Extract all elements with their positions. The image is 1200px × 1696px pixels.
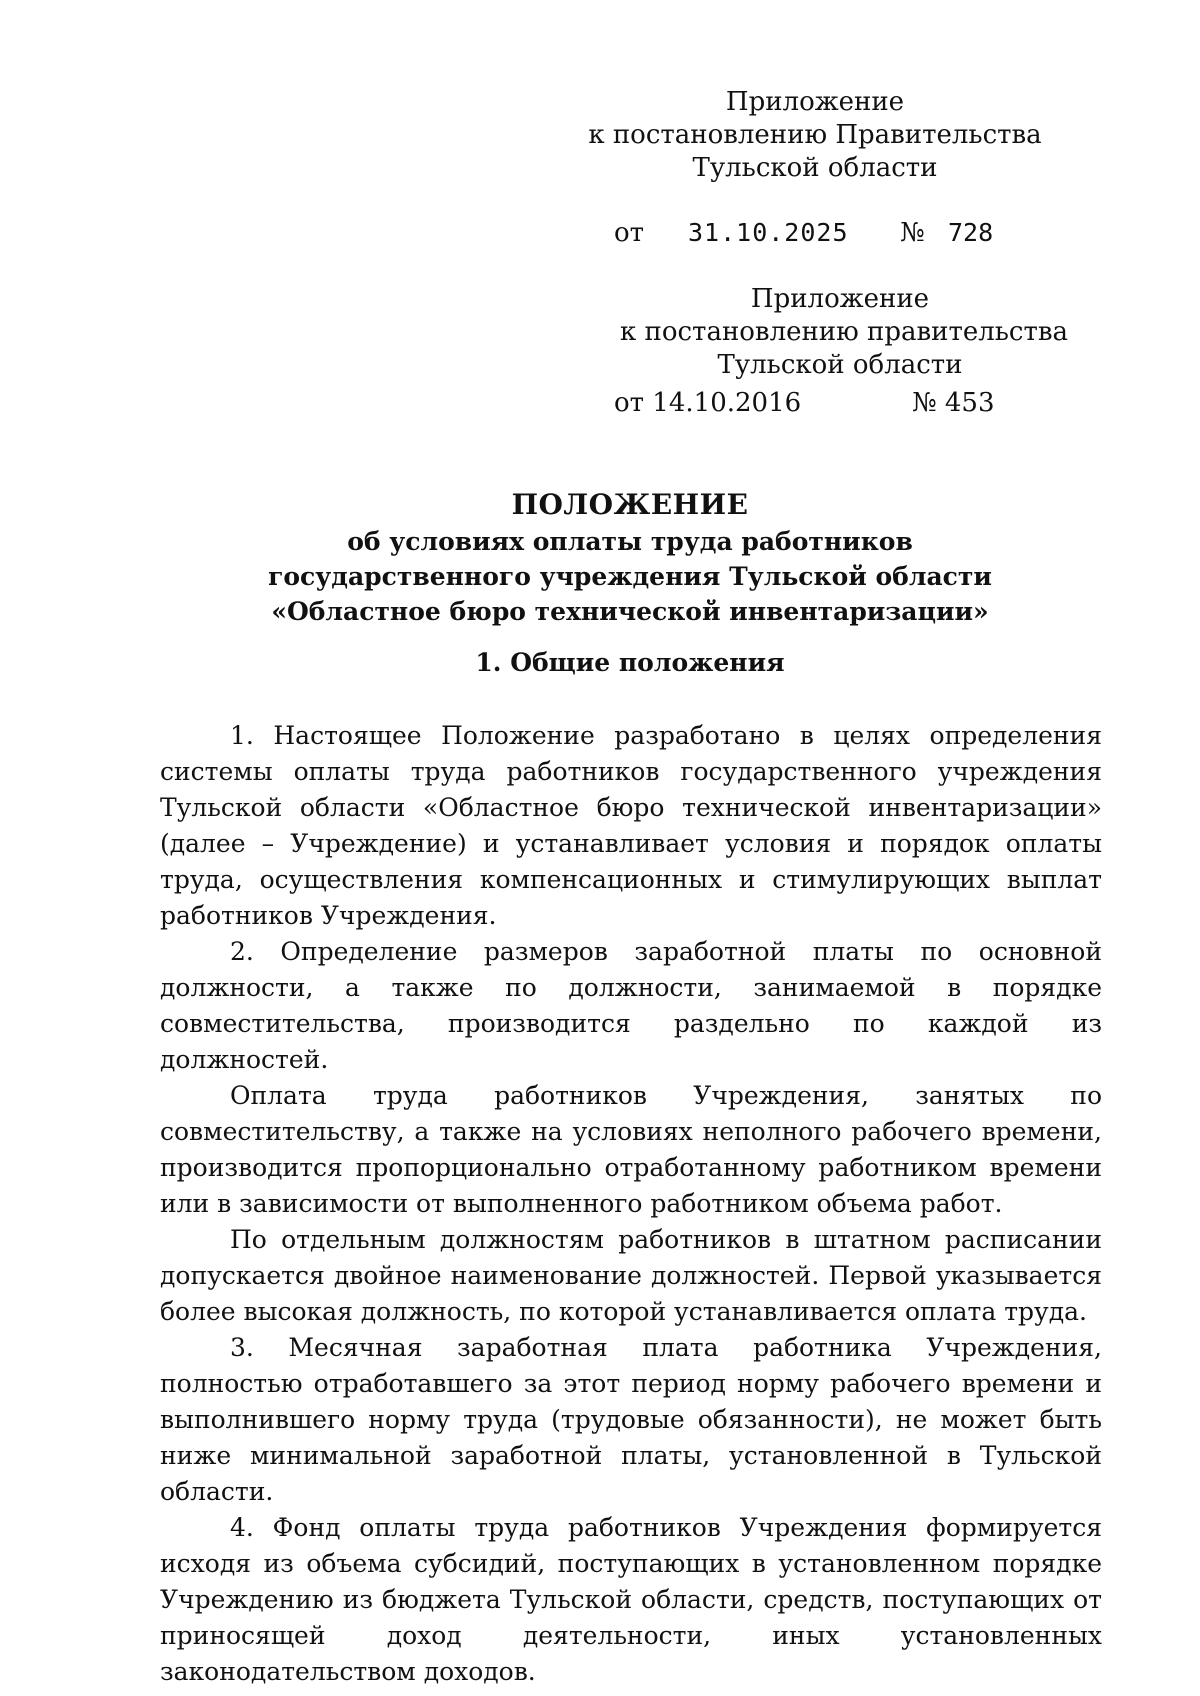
- section-body: [160, 718, 1102, 1690]
- appendix-new-date: 31.10.2025: [688, 218, 849, 247]
- appendix-new-line1: Приложение: [725, 87, 905, 117]
- appendix-old-date-row: [0, 388, 1200, 428]
- paragraph: По отдельным должностям работников в штатном расписании допускается двойное наименование должностей. Первой указывается более высокая должность, по которой устанавливается оплата труда.: [160, 1225, 1102, 1326]
- appendix-new-line2: к постановлению Правительства: [588, 120, 1042, 150]
- appendix-new-date-row: [0, 218, 1200, 258]
- appendix-new-number: 728: [948, 218, 994, 247]
- document-title: ПОЛОЖЕНИЕ: [511, 488, 749, 521]
- appendix-old-line2: к постановлению правительства: [620, 317, 1068, 347]
- paragraph: Оплата труда работников Учреждения, занятых по совместительству, а также на условиях неполного рабочего времени, производится пропорционально отработанному работником времени или в зависимости от выполненного работником объема работ.: [160, 1081, 1102, 1218]
- document-heading: [200, 486, 1060, 629]
- appendix-old-date: от 14.10.2016: [614, 388, 802, 418]
- document-subtitle-line3: «Областное бюро технической инвентаризации»: [271, 597, 989, 626]
- appendix-old-line3: Тульской области: [717, 350, 963, 380]
- paragraph: 3. Месячная заработная плата работника Учреждения, полностью отработавшего за этот период норму рабочего времени и выполнившего норму труда (трудовые обязанности), не может быть ниже минимальной заработной платы, установленной в Тульской области.: [160, 1333, 1102, 1506]
- appendix-new-number-label: №: [900, 218, 925, 248]
- document-subtitle-line1: об условиях оплаты труда работников: [347, 527, 913, 556]
- paragraph: 1. Настоящее Положение разработано в целях определения системы оплаты труда работников государственного учреждения Тульской области «Областное бюро технической инвентаризации» (далее – Учреждение) и устанавливает условия и порядок оплаты труда, осуществления компенсационных и стимулирующих выплат работников Учреждения.: [160, 721, 1102, 930]
- paragraph: 2. Определение размеров заработной платы по основной должности, а также по должности, занимаемой в порядке совместительства, производится раздельно по каждой из должностей.: [160, 937, 1102, 1074]
- document-subtitle-line2: государственного учреждения Тульской области: [268, 562, 992, 591]
- appendix-new-block: [585, 86, 1045, 185]
- section-title: 1. Общие положения: [475, 648, 785, 677]
- appendix-new-line3: Тульской области: [692, 153, 938, 183]
- paragraph: 4. Фонд оплаты труда работников Учреждения формируется исходя из объема субсидий, поступающих в установленном порядке Учреждению из бюджета Тульской области, средств, поступающих от приносящей доход деятельности, иных установленных законодательством доходов.: [160, 1513, 1102, 1686]
- appendix-old-block: [620, 283, 1068, 382]
- appendix-old-line1: Приложение: [750, 284, 930, 314]
- appendix-old-number: № 453: [912, 388, 995, 418]
- appendix-new-from-label: от: [614, 218, 645, 248]
